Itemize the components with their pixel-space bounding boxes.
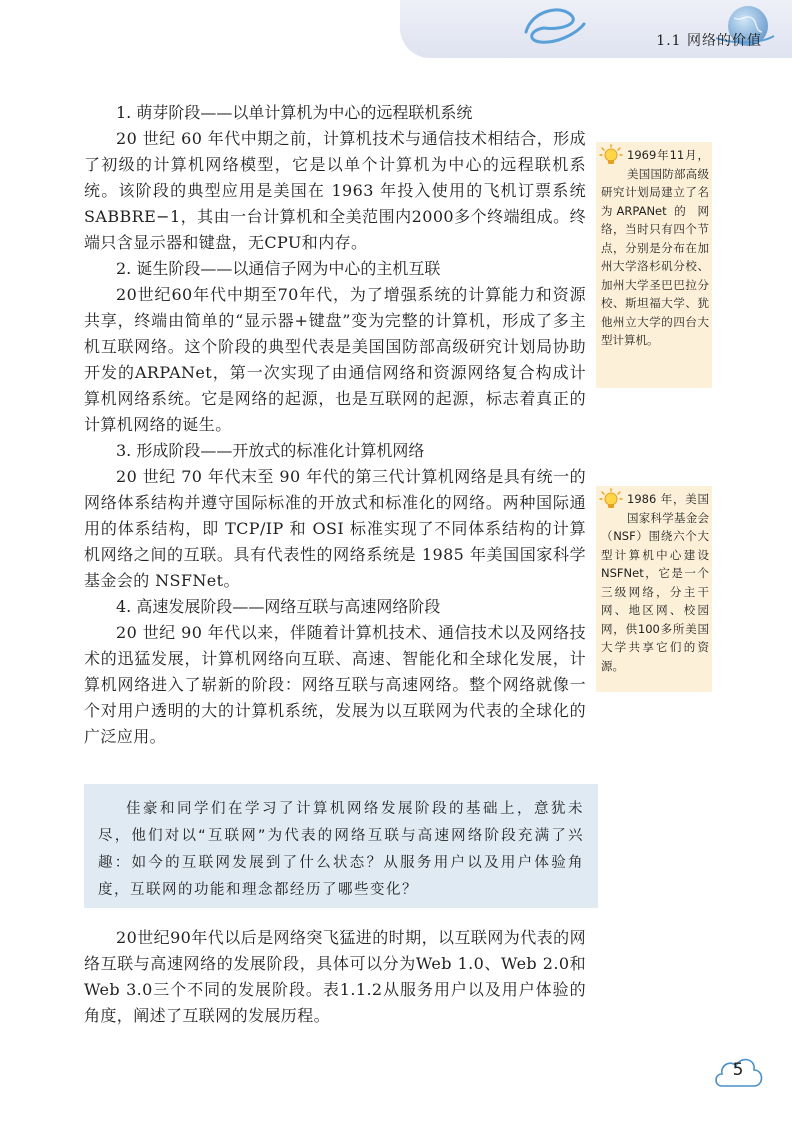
lightbulb-icon xyxy=(599,488,623,512)
sidenote-nsfnet-text: 1986 年，美国国家科学基金会（NSF）围绕六个大型计算机中心建设 NSFNet，它是一个三级网络，分主干网、地区网、校园网，供100多所美国大学共享它们的资源。 xyxy=(601,492,709,673)
stage2-heading: 2. 诞生阶段——以通信子网为中心的主机互联 xyxy=(116,259,441,278)
stage3-paragraph: 20 世纪 70 年代末至 90 年代的第三代计算机网络是具有统一的网络体系结构并遵守国际标准的开放式和标准化的网络。两种国际通用的体系结构，即 TCP/IP 和 OSI 标准实现了不同体系结构的计算机网络之间的互联。具有代表性的网络系统是 1985 年美国国家科学基金会的 NSFNet。 xyxy=(84,467,586,590)
stage4-heading: 4. 高速发展阶段——网络互联与高速网络阶段 xyxy=(116,597,441,616)
final-paragraph: 20世纪90年代以后是网络突飞猛进的时期，以互联网为代表的网络互联与高速网络的发展阶段，具体可以分为Web 1.0、Web 2.0和Web 3.0三个不同的发展阶段。表1.1.2从服务用户以及用户体验的角度，阐述了互联网的发展历程。 xyxy=(84,928,586,1025)
e-swoosh-logo xyxy=(518,2,588,48)
page-number: 5 xyxy=(732,1060,744,1080)
stage1-heading: 1. 萌芽阶段——以单计算机为中心的远程联机系统 xyxy=(116,103,473,122)
main-text xyxy=(84,100,586,750)
think-box xyxy=(84,784,598,908)
lightbulb-icon xyxy=(599,144,623,168)
section-title: 1.1 网络的价值 xyxy=(656,33,762,49)
sidenote-arpanet-text: 1969年11月，美国国防部高级研究计划局建立了名为ARPANet 的 网络，当时只有四个节点，分别是分布在加州大学洛杉矶分校、加州大学圣巴巴拉分校、斯坦福大学、犹他州立大学的四台大型计算机。 xyxy=(601,148,709,347)
stage4-paragraph: 20 世纪 90 年代以来，伴随着计算机技术、通信技术以及网络技术的迅猛发展，计算机网络向互联、高速、智能化和全球化发展，计算机网络进入了崭新的阶段：网络互联与高速网络。整个网络就像一个对用户透明的大的计算机系统，发展为以互联网为代表的全球化的广泛应用。 xyxy=(84,623,586,746)
sidenote-nsfnet xyxy=(596,486,712,692)
stage1-paragraph: 20 世纪 60 年代中期之前，计算机技术与通信技术相结合，形成了初级的计算机网络模型，它是以单个计算机为中心的远程联机系统。该阶段的典型应用是美国在 1963 年投入使用的飞机订票系统SABBRE−1，其由一台计算机和全美范围内2000多个终端组成。终端只含显示器和键盘，无CPU和内存。 xyxy=(84,129,586,252)
think-box-text: 佳豪和同学们在学习了计算机网络发展阶段的基础上，意犹未尽，他们对以“互联网”为代表的网络互联与高速网络阶段充满了兴趣：如今的互联网发展到了什么状态？从服务用户以及用户体验角度，互联网的功能和理念都经历了哪些变化？ xyxy=(98,801,584,898)
final-section xyxy=(84,925,586,1029)
stage2-paragraph: 20世纪60年代中期至70年代，为了增强系统的计算能力和资源共享，终端由简单的“显示器+键盘”变为完整的计算机，形成了多主机互联网络。这个阶段的典型代表是美国国防部高级研究计划局协助开发的ARPANet，第一次实现了由通信网络和资源网络复合构成计算机网络系统。它是网络的起源，也是互联网的起源，标志着真正的计算机网络的诞生。 xyxy=(84,285,586,434)
stage3-heading: 3. 形成阶段——开放式的标准化计算机网络 xyxy=(116,441,425,460)
sidenote-arpanet xyxy=(596,142,712,388)
